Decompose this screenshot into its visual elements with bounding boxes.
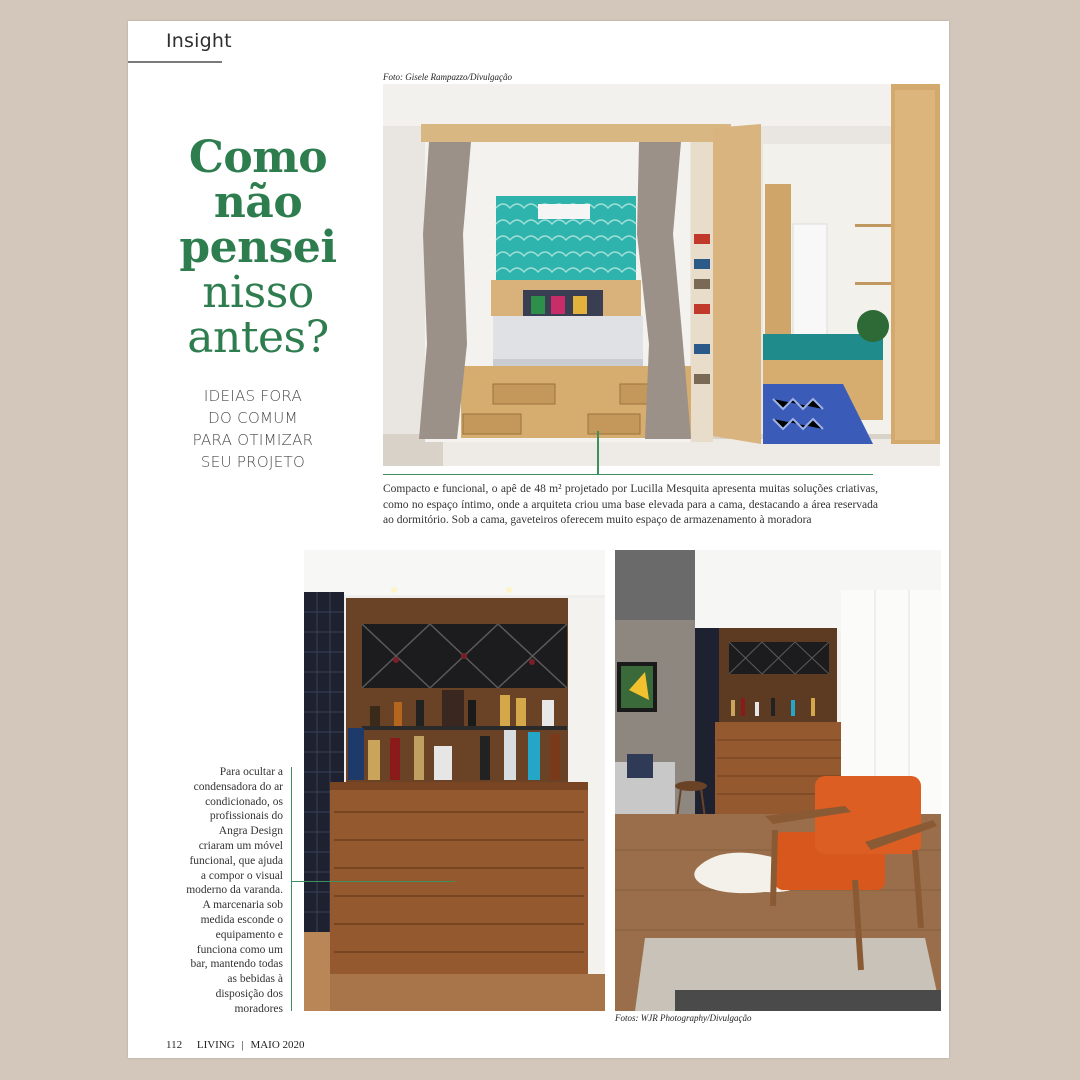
side-caption-pointer: [291, 881, 455, 882]
photo-credit-top: Foto: Gisele Rampazzo/Divulgação: [383, 72, 512, 82]
headline-line-5: antes?: [187, 312, 329, 363]
photo-credit-bottom: Fotos: WJR Photography/Divulgação: [615, 1013, 752, 1023]
section-label: Insight: [166, 30, 232, 52]
section-rule: [128, 61, 222, 63]
headline-line-1: Como: [188, 132, 328, 183]
subhead-line-1: IDEIAS FORA: [203, 387, 303, 405]
caption-rule: [383, 474, 873, 475]
bar-cabinet-photo: [304, 550, 605, 1011]
caption-side: Para ocultar a condensadora do ar condicionado, os profissionais do Angra Design criaram um móvel funcional, que ajuda a compor o visual moderno da varanda. A marcenaria sob medida esconde o equipamento e funciona como um bar, mantendo todas as bebidas à disposição dos moradores: [186, 766, 283, 1015]
headline: [168, 132, 348, 363]
living-room-photo: [615, 550, 941, 1011]
bedroom-photo: [383, 84, 940, 466]
headline-line-3: pensei: [179, 222, 337, 273]
side-caption-rule: [291, 767, 292, 1011]
issue-date: MAIO 2020: [250, 1039, 305, 1051]
page-number: 112: [166, 1039, 183, 1051]
subhead-line-2: DO COMUM: [208, 409, 298, 427]
folio: [166, 1039, 317, 1051]
headline-line-4: nisso: [202, 267, 314, 318]
subheadline: [188, 385, 318, 473]
caption-pointer: [597, 431, 599, 475]
subhead-line-4: SEU PROJETO: [200, 453, 306, 471]
caption-top: Compacto e funcional, o apê de 48 m² projetado por Lucilla Mesquita apresenta muitas soluções criativas, como no espaço íntimo, onde a arquiteta criou uma base elevada para a cama, destacando a área reservada ao dormitório. Sob a cama, gaveteiros oferecem muito espaço de armazenamento à moradora: [383, 483, 878, 526]
subhead-line-3: PARA OTIMIZAR: [192, 431, 314, 449]
magazine-name: LIVING: [196, 1039, 235, 1051]
folio-separator: |: [241, 1039, 244, 1051]
headline-line-2: não: [213, 177, 303, 228]
magazine-page: [128, 21, 949, 1058]
